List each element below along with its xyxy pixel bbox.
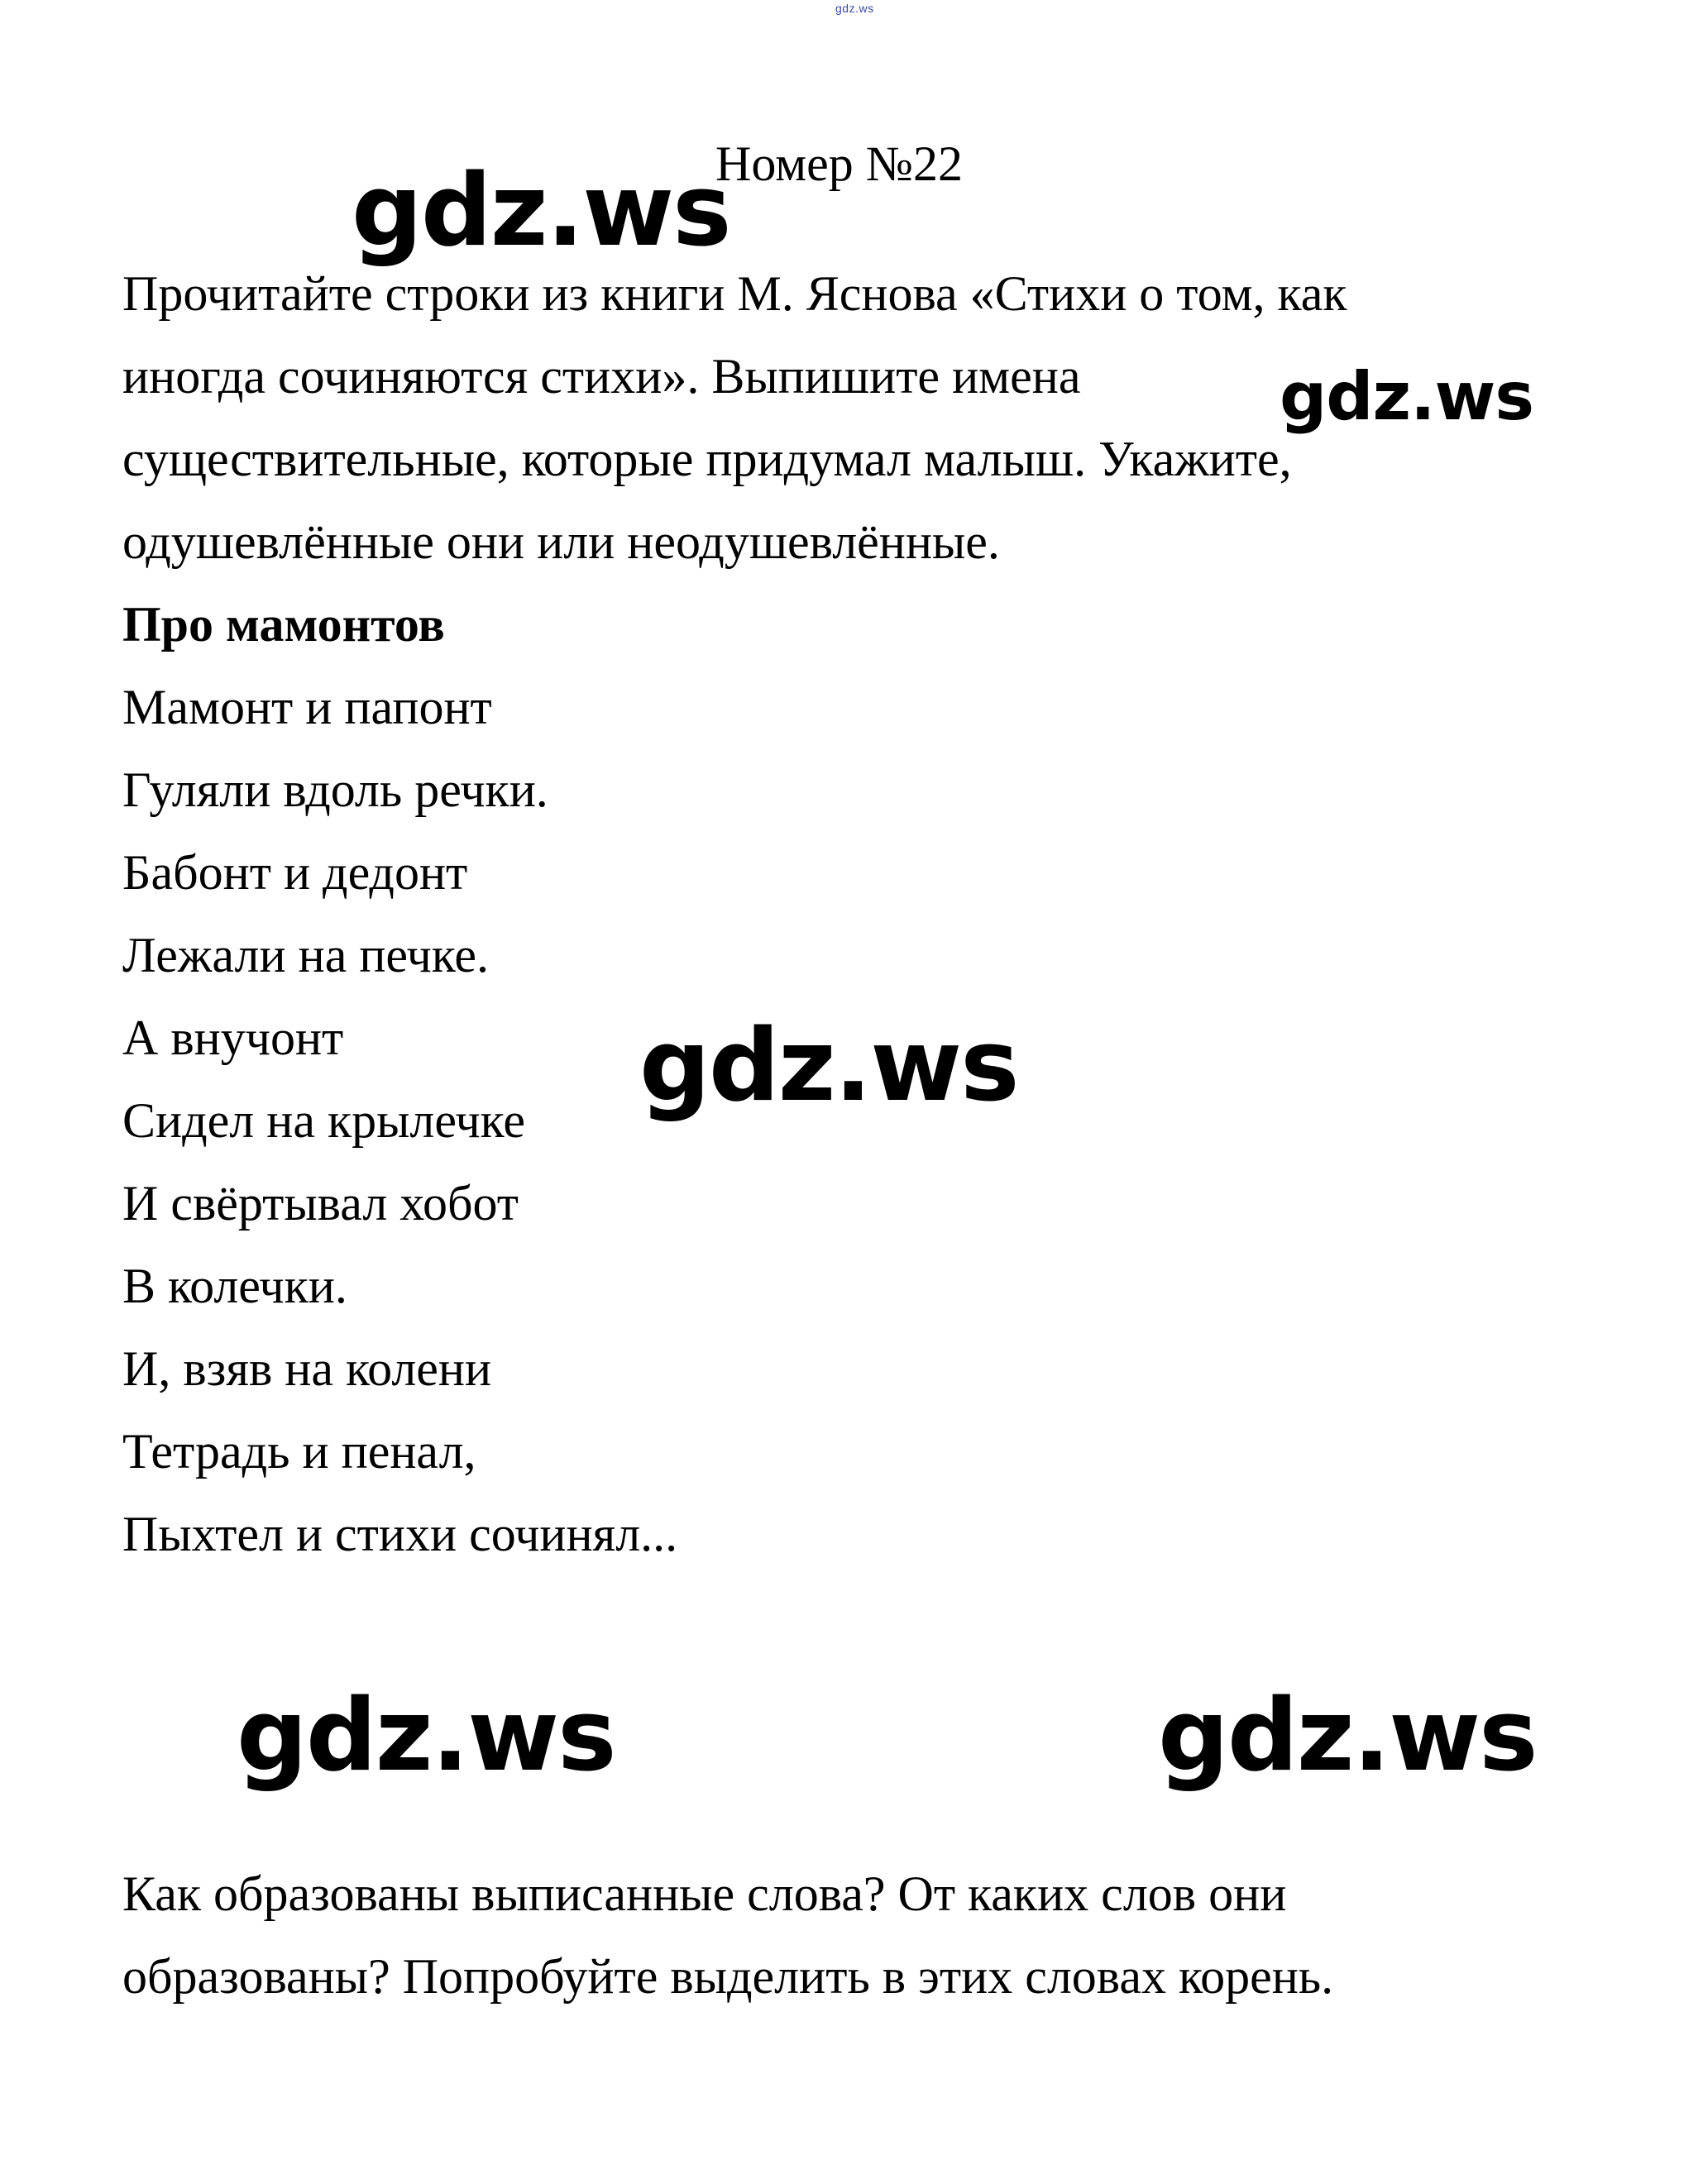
task-line: одушевлённые они или неодушевлённые. — [122, 514, 1000, 569]
watermark-logo: gdz.ws — [237, 1679, 615, 1794]
task-instructions — [122, 252, 1528, 583]
watermark-logo: gdz.ws — [1280, 358, 1534, 435]
poem-line: Мамонт и папонт — [122, 680, 492, 734]
task-line: существительные, которые придумал малыш. Укажите, — [122, 432, 1292, 486]
question-line: Как образованы выписанные слова? От каких слов они — [122, 1866, 1287, 1921]
page-title: Номер №22 — [715, 136, 964, 191]
top-site-mark: gdz.ws — [835, 2, 874, 15]
poem — [122, 583, 677, 1575]
poem-line: И свёртывал хобот — [122, 1176, 519, 1231]
task-line: иногда сочиняются стихи». Выпишите имена — [122, 349, 1081, 404]
question-line: образованы? Попробуйте выделить в этих словах корень. — [122, 1949, 1334, 2004]
poem-line: В колечки. — [122, 1259, 347, 1313]
watermark-logo: gdz.ws — [352, 154, 730, 269]
poem-line: И, взяв на колени — [122, 1341, 492, 1396]
follow-up-question — [122, 1852, 1333, 2018]
task-line: Прочитайте строки из книги М. Яснова «Стихи о том, как — [122, 266, 1347, 321]
poem-line: Пыхтел и стихи сочинял... — [122, 1507, 678, 1561]
poem-line: Бабонт и дедонт — [122, 845, 468, 900]
poem-line: Тетрадь и пенал, — [122, 1424, 476, 1479]
poem-line: Лежали на печке. — [122, 928, 490, 982]
poem-line: Гуляли вдоль речки. — [122, 762, 548, 817]
watermark-logo: gdz.ws — [1158, 1679, 1537, 1794]
poem-line: Сидел на крылечке — [122, 1093, 525, 1148]
poem-line: А внучонт — [122, 1011, 344, 1065]
watermark-logo: gdz.ws — [639, 1009, 1018, 1124]
poem-title: Про мамонтов — [122, 597, 445, 652]
